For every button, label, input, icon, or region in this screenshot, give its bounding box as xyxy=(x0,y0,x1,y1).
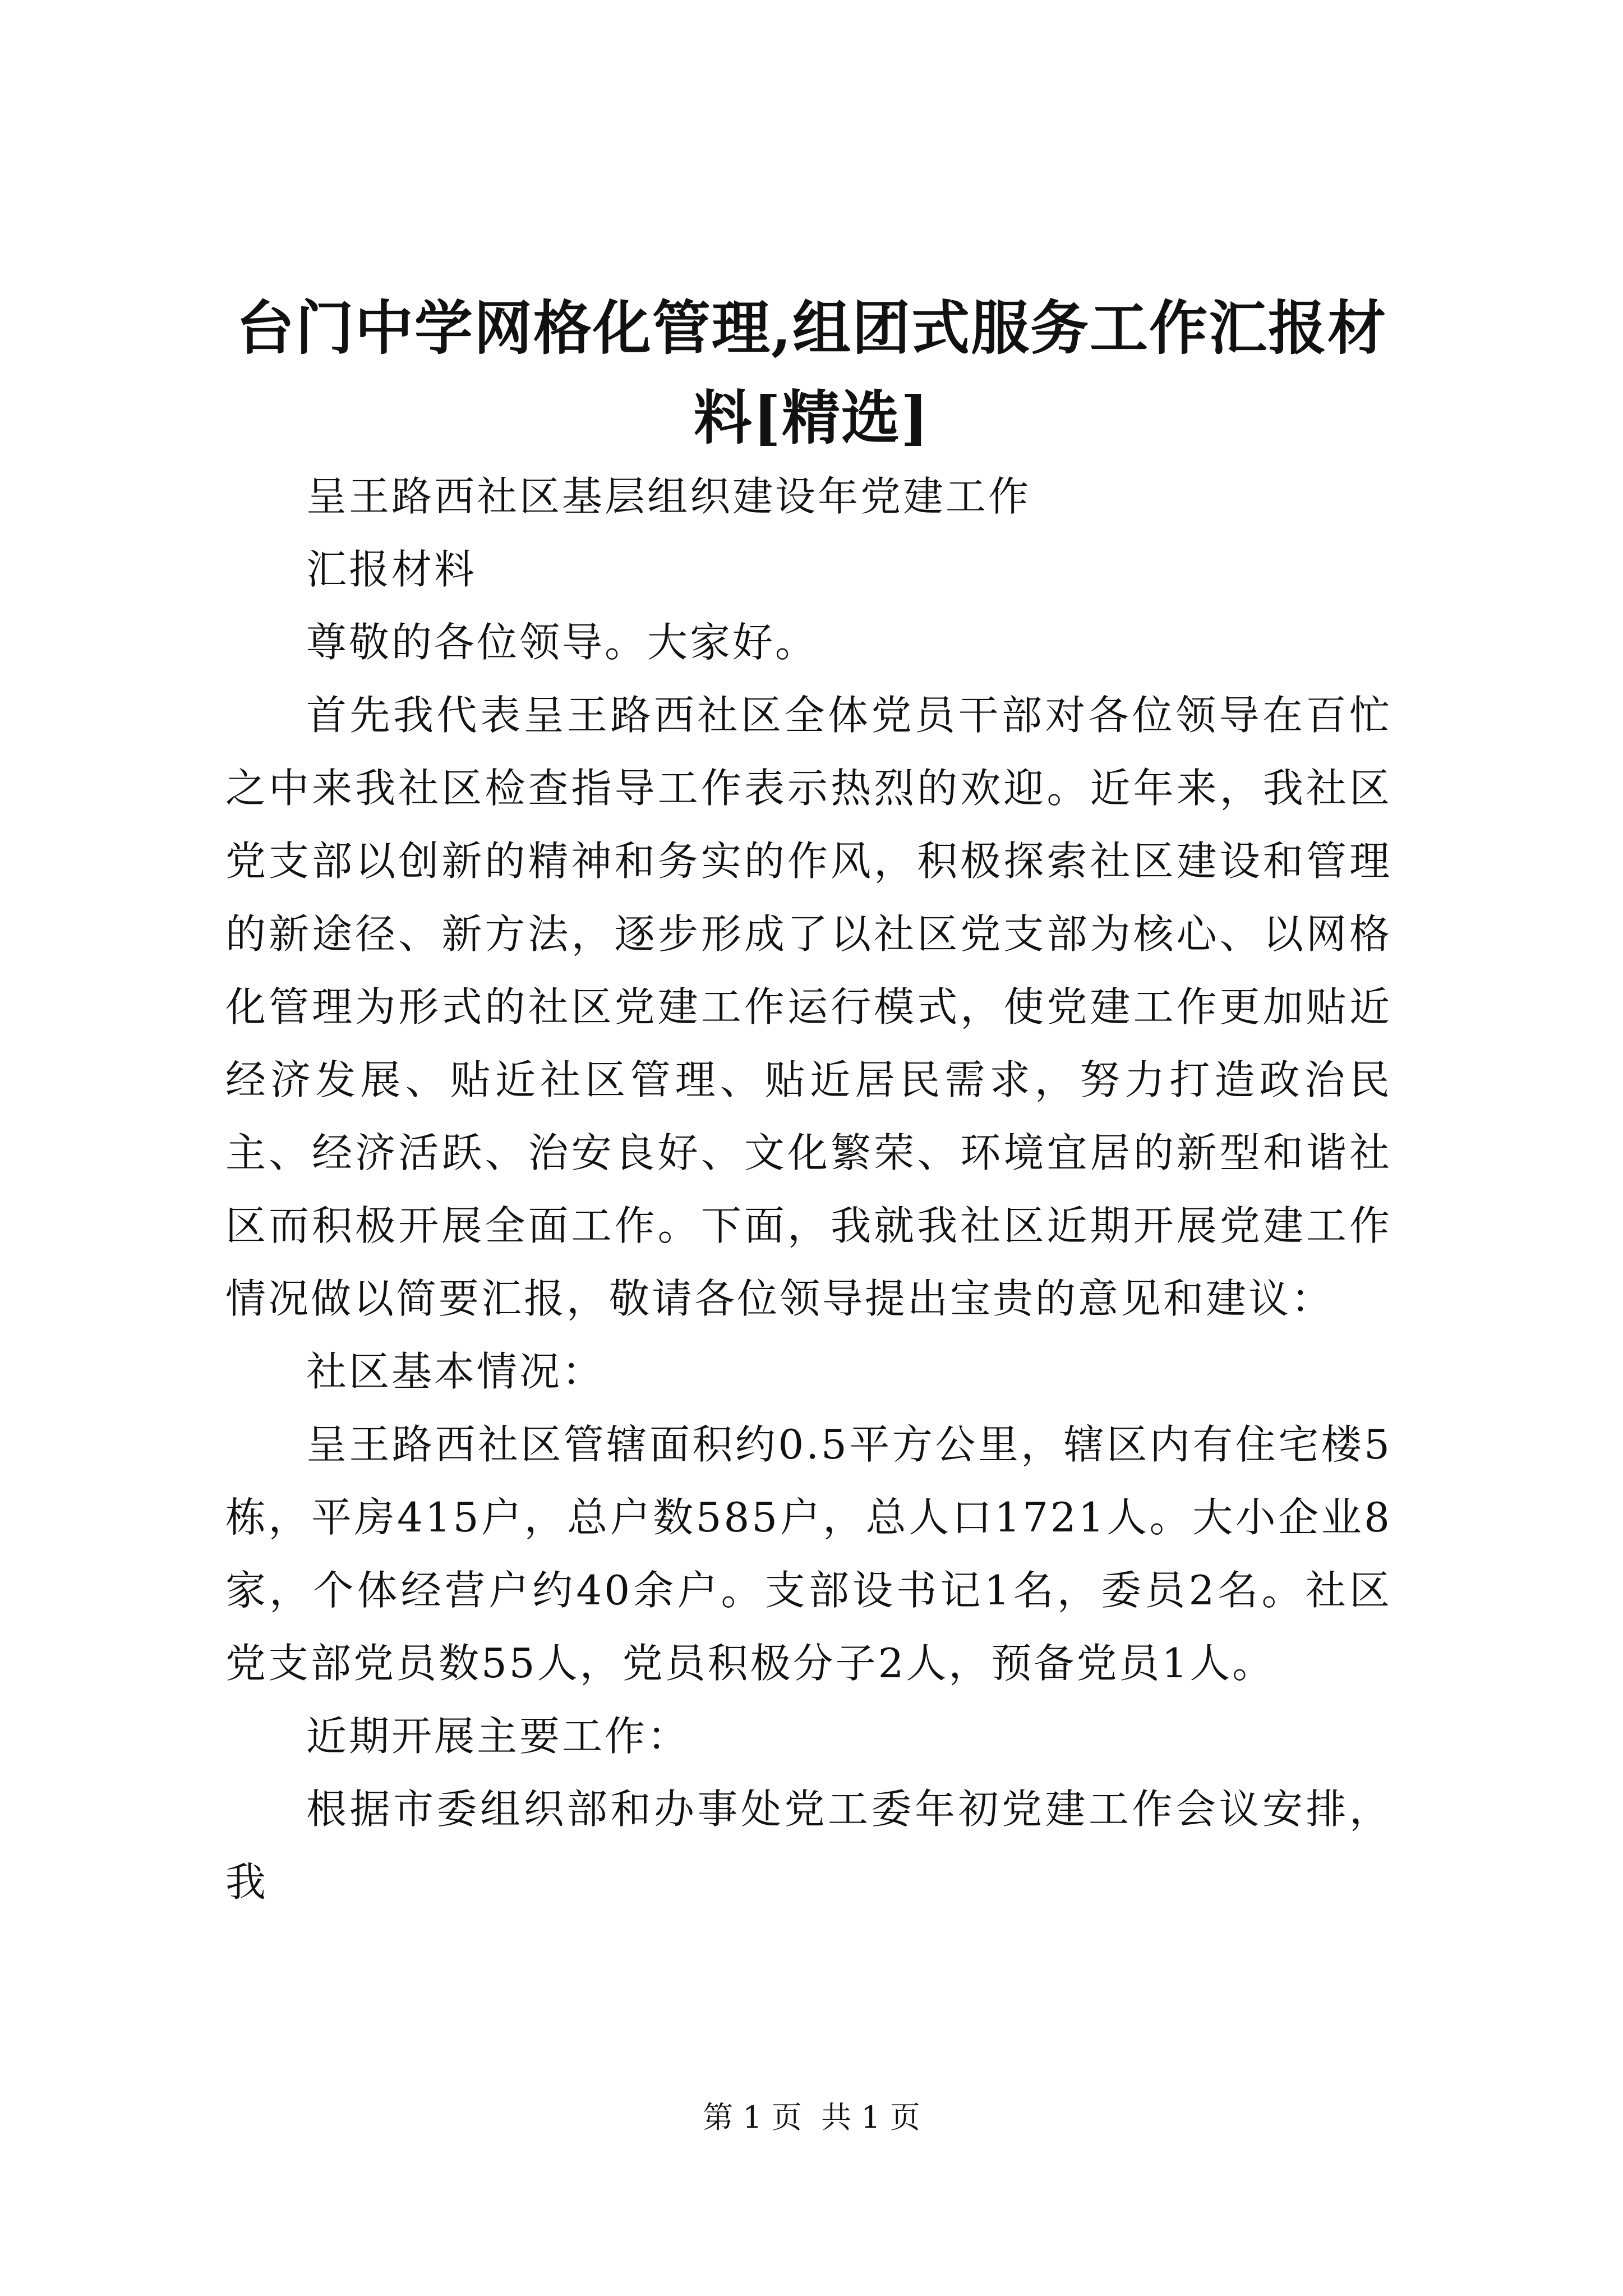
paragraph-7: 近期开展主要工作： xyxy=(306,1713,690,1760)
page-footer xyxy=(0,2098,1623,2137)
paragraph-1: 呈王路西社区基层组织建设年党建工作 xyxy=(306,473,1031,520)
page-number: 第 1 页 共 1 页 xyxy=(703,2100,920,2135)
document-title: 台门中学网格化管理,组团式服务工作汇报材料[精选] xyxy=(236,293,1387,452)
paragraph-8: 根据市委组织部和办事处党工委年初党建工作会议安排，我 xyxy=(225,1786,1392,1906)
paragraph-3: 尊敬的各位领导。大家好。 xyxy=(306,619,818,666)
paragraph-2: 汇报材料 xyxy=(306,546,477,593)
paragraph-5: 社区基本情况： xyxy=(306,1348,605,1395)
paragraph-4: 首先我代表呈王路西社区全体党员干部对各位领导在百忙之中来我社区检查指导工作表示热烈的欢迎。近年来，我社区党支部以创新的精神和务实的作风，积极探索社区建设和管理的新途径、新方法，逐步形成了以社区党支部为核心、以网格化管理为形式的社区党建工作运行模式，使党建工作更加贴近经济发展、贴近社区管理、贴近居民需求，努力打造政治民主、经济活跃、治安良好、文化繁荣、环境宜居的新型和谐社区而积极开展全面工作。下面，我就我社区近期开展党建工作情况做以简要汇报，敬请各位领导提出宝贵的意见和建议： xyxy=(225,692,1392,1322)
document-body xyxy=(225,460,1392,1918)
paragraph-6: 呈王路西社区管辖面积约0.5平方公里，辖区内有住宅楼5栋，平房415户，总户数585户，总人口1721人。大小企业8家，个体经营户约40余户。支部设书记1名，委员2名。社区党支部党员数55人，党员积极分子2人，预备党员1人。 xyxy=(225,1421,1392,1687)
